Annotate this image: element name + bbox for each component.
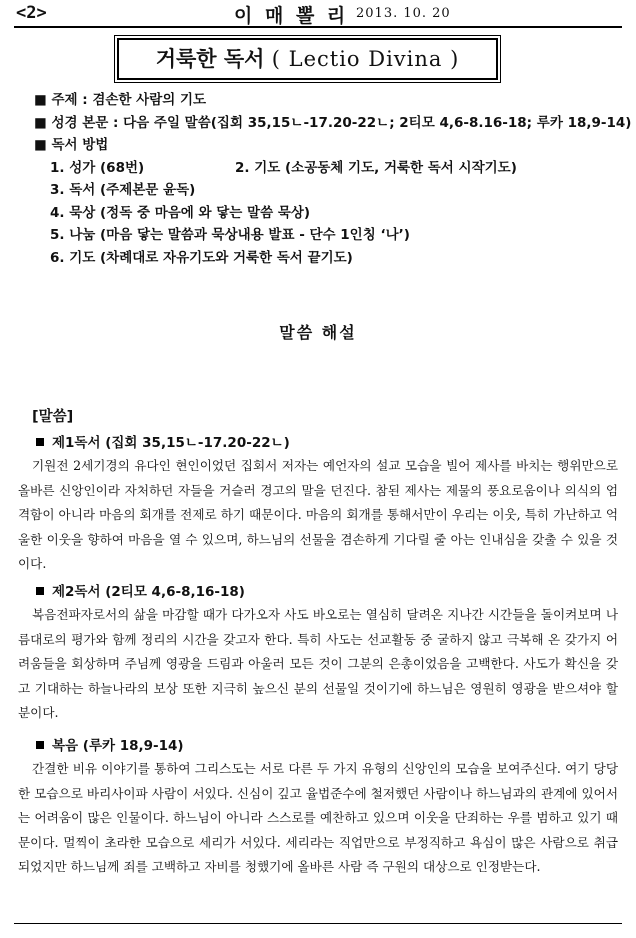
reading-second (18, 581, 618, 726)
header-rule (14, 26, 622, 28)
method-step: 4. 묵상 (정독 중 마음에 와 닿는 말씀 묵상) (50, 204, 311, 221)
reading-title (18, 432, 618, 454)
bullet-square-icon (36, 438, 44, 446)
reading-title-text: 제2독서 (2티모 4,6-8,16-18) (52, 584, 245, 600)
reading-title-text: 복음 (루카 18,9-14) (52, 738, 184, 754)
reading-title (18, 735, 618, 757)
section-title: 말씀 해설 (279, 323, 357, 342)
footer-rule (14, 923, 622, 924)
method-step: 2. 기도 (소공동체 기도, 거룩한 독서 시작기도) (235, 159, 517, 176)
page-header (14, 0, 622, 26)
bullet-square-icon (36, 741, 44, 749)
publication-name: 이 매 뽈 리 (234, 5, 349, 27)
method-step-row (50, 157, 631, 180)
bullet-square-icon (36, 587, 44, 595)
scripture-line: ■ 성경 본문 : 다음 주일 말씀(집회 35,15ㄴ-17.20-22ㄴ; 2티모 4,6-8.16-18; 루카 18,9-14) (34, 114, 632, 131)
reading-gospel (18, 735, 618, 880)
reading-body: 복음전파자로서의 삶을 마감할 때가 다가오자 사도 바오로는 열심히 달려온 지나간 시간들을 돌이켜보며 나름대로의 평가와 함께 정리의 시간을 갖고자 한다. 특히 사도는 선교활동 중 굴하지 않고 극복해 온 갖가지 어려움들을 회상하며 주님께 영광을 드림과 아울러 모든 것이 그분의 은총이었음을 고백한다. 사도가 확신을 갖고 기대하는 하늘나라의 보상 또한 지극히 높으신 분의 선물일 것이기에 하느님은 영원히 영광을 받으셔야 할 분이다. (18, 607, 618, 720)
method-step: 6. 기도 (차례대로 자유기도와 거룩한 독서 끝기도) (50, 249, 353, 266)
method-step: 3. 독서 (주제본문 윤독) (50, 182, 196, 198)
page-number: <2> (16, 3, 47, 23)
reading-first (18, 432, 618, 577)
method-heading: ■ 독서 방법 (34, 137, 109, 153)
reading-title (18, 581, 618, 603)
page-title-korean: 거룩한 독서 (155, 47, 265, 71)
page-title-latin: ( Lectio Divina ) (271, 47, 460, 71)
reading-body: 기원전 2세기경의 유다인 현인이었던 집회서 저자는 예언자의 설교 모습을 빌어 제사를 바치는 행위만으로 올바른 신앙인이라 자처하던 자들을 거슬러 경고의 말을 던진다. 참된 제사는 제물의 풍요로움이나 의식의 엄격함이 아니라 마음의 회개를 전제로 하기 때문이다. 마음의 회개를 통해서만이 우리는 이웃, 특히 가난하고 억울한 이웃을 향하여 마음을 열 수 있으며, 하느님의 선물을 겸손하게 기다릴 줄 아는 인내심을 갖출 수 있을 것이다. (18, 458, 618, 571)
page-title-box (117, 38, 498, 80)
reading-body: 간결한 비유 이야기를 통하여 그리스도는 서로 다른 두 가지 유형의 신앙인의 모습을 보여주신다. 여기 당당한 모습으로 바리사이파 사람이 서있다. 신심이 깊고 율법준수에 철저했던 사람이나 하느님과의 관계에 있어서는 어려움이 많은 인물이다. 하느님이 아니라 스스로를 예찬하고 있으며 이웃을 단죄하는 우를 범하고 있기 때문이다. 멀찍이 초라한 모습으로 세리가 서있다. 세리라는 직업만으로 부정직하고 욕심이 많은 사람으로 취급되었지만 하느님께 죄를 고백하고 자비를 청했기에 올바른 사람 즉 구원의 대상으로 인정받는다. (18, 761, 618, 874)
method-step: 5. 나눔 (마음 닿는 말씀과 묵상내용 발표 - 단수 1인칭 ‘나’) (50, 227, 410, 243)
scripture-heading: [말씀] (32, 409, 74, 425)
theme-line: ■ 주제 : 겸손한 사람의 기도 (34, 92, 207, 108)
publication-date: 2013. 10. 20 (356, 6, 451, 21)
reading-info (34, 89, 631, 269)
method-step: 1. 성가 (68번) (50, 159, 145, 176)
reading-title-text: 제1독서 (집회 35,15ㄴ-17.20-22ㄴ) (52, 435, 290, 451)
